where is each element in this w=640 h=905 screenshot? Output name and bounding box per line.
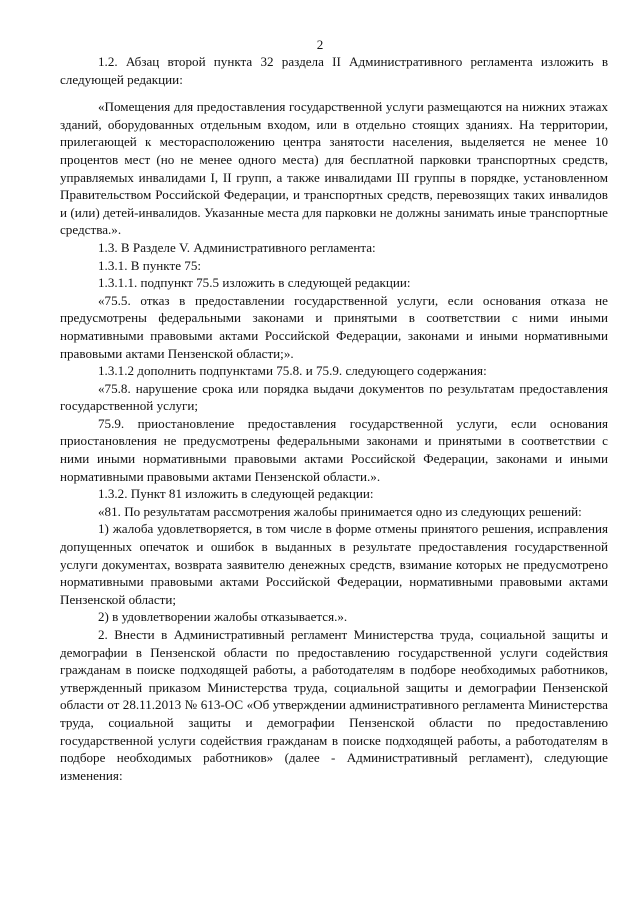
paragraph-75-5: «75.5. отказ в предоставлении государственной услуги, если основания отказа не предусмотрены федеральными законами и принятыми в соответствии с ними иными нормативными правовыми актами Российской Федерации, законами и иными нормативными правовыми актами Пензенской области;». (60, 292, 608, 361)
paragraph-75-9: 75.9. приостановление предоставления государственной услуги, если основания приостановления не предусмотрены федеральными законами и принятыми в соответствии с ними иными нормативными правовыми актами Российской Федерации, законами и иными нормативными правовыми актами Пензенской области.». (60, 415, 608, 484)
paragraph-1-3-1: 1.3.1. В пункте 75: (98, 257, 202, 273)
paragraph-1-3-1-2: 1.3.1.2 дополнить подпунктами 75.8. и 75.9. следующего содержания: (98, 363, 487, 379)
paragraph-1-3-1-1: 1.3.1.1. подпункт 75.5 изложить в следующей редакции: (98, 275, 411, 291)
paragraph-75-8: «75.8. нарушение срока или порядка выдачи документов по результатам предоставления государственной услуги; (60, 380, 608, 414)
paragraph-81-item-2: 2) в удовлетворении жалобы отказывается.». (98, 609, 348, 625)
document-body (60, 53, 608, 784)
paragraph-1-2: 1.2. Абзац второй пункта 32 раздела II Административного регламента изложить в следующей редакции: (60, 54, 608, 87)
paragraph-1-3: 1.3. В Разделе V. Административного регламента: (98, 239, 376, 255)
page-number: 2 (316, 37, 324, 52)
paragraph-premises: «Помещения для предоставления государственной услуги размещаются на нижних этажах зданий, оборудованных отдельным входом, или в отдельно стоящих зданиях. На территории, прилегающей к месторасположению центра занятости населения, выделяется не менее 10 процентов мест (но не менее одного места) для бесплатной парковки транспортных средств, управляемых инвалидами I, II групп, а также инвалидами III группы в порядке, установленном Правительством Российской Федерации, и транспортных средств, перевозящих таких инвалидов и (или) детей-инвалидов. Указанные места для парковки не должны занимать иные транспортные средства.». (60, 99, 608, 238)
paragraph-2: 2. Внести в Административный регламент Министерства труда, социальной защиты и демографии в Пензенской области по предоставлению государственной услуги содействия гражданам в поиске подходящей работы, а работодателям в подборе необходимых работников, утвержденный приказом Министерства труда, социальной защиты и демографии Пензенской области от 28.11.2013 № 613-ОС «Об утверждении административного регламента Министерства труда, социальной защиты и демографии Пензенской области по предоставлению государственной услуги содействия гражданам в поиске подходящей работы, а работодателям в подборе необходимых работников» (далее - Административный регламент), следующие изменения: (60, 627, 608, 783)
paragraph-81-item-1: 1) жалоба удовлетворяется, в том числе в форме отмены принятого решения, исправления допущенных опечаток и ошибок в выданных в результате предоставления государственной услуги документах, возврата заявителю денежных средств, взимание которых не предусмотрено нормативными правовыми актами Российской Федерации, нормативными правовыми актами Пензенской области; (60, 521, 608, 607)
paragraph-81: «81. По результатам рассмотрения жалобы принимается одно из следующих решений: (98, 503, 582, 519)
paragraph-1-3-2: 1.3.2. Пункт 81 изложить в следующей редакции: (98, 486, 374, 502)
